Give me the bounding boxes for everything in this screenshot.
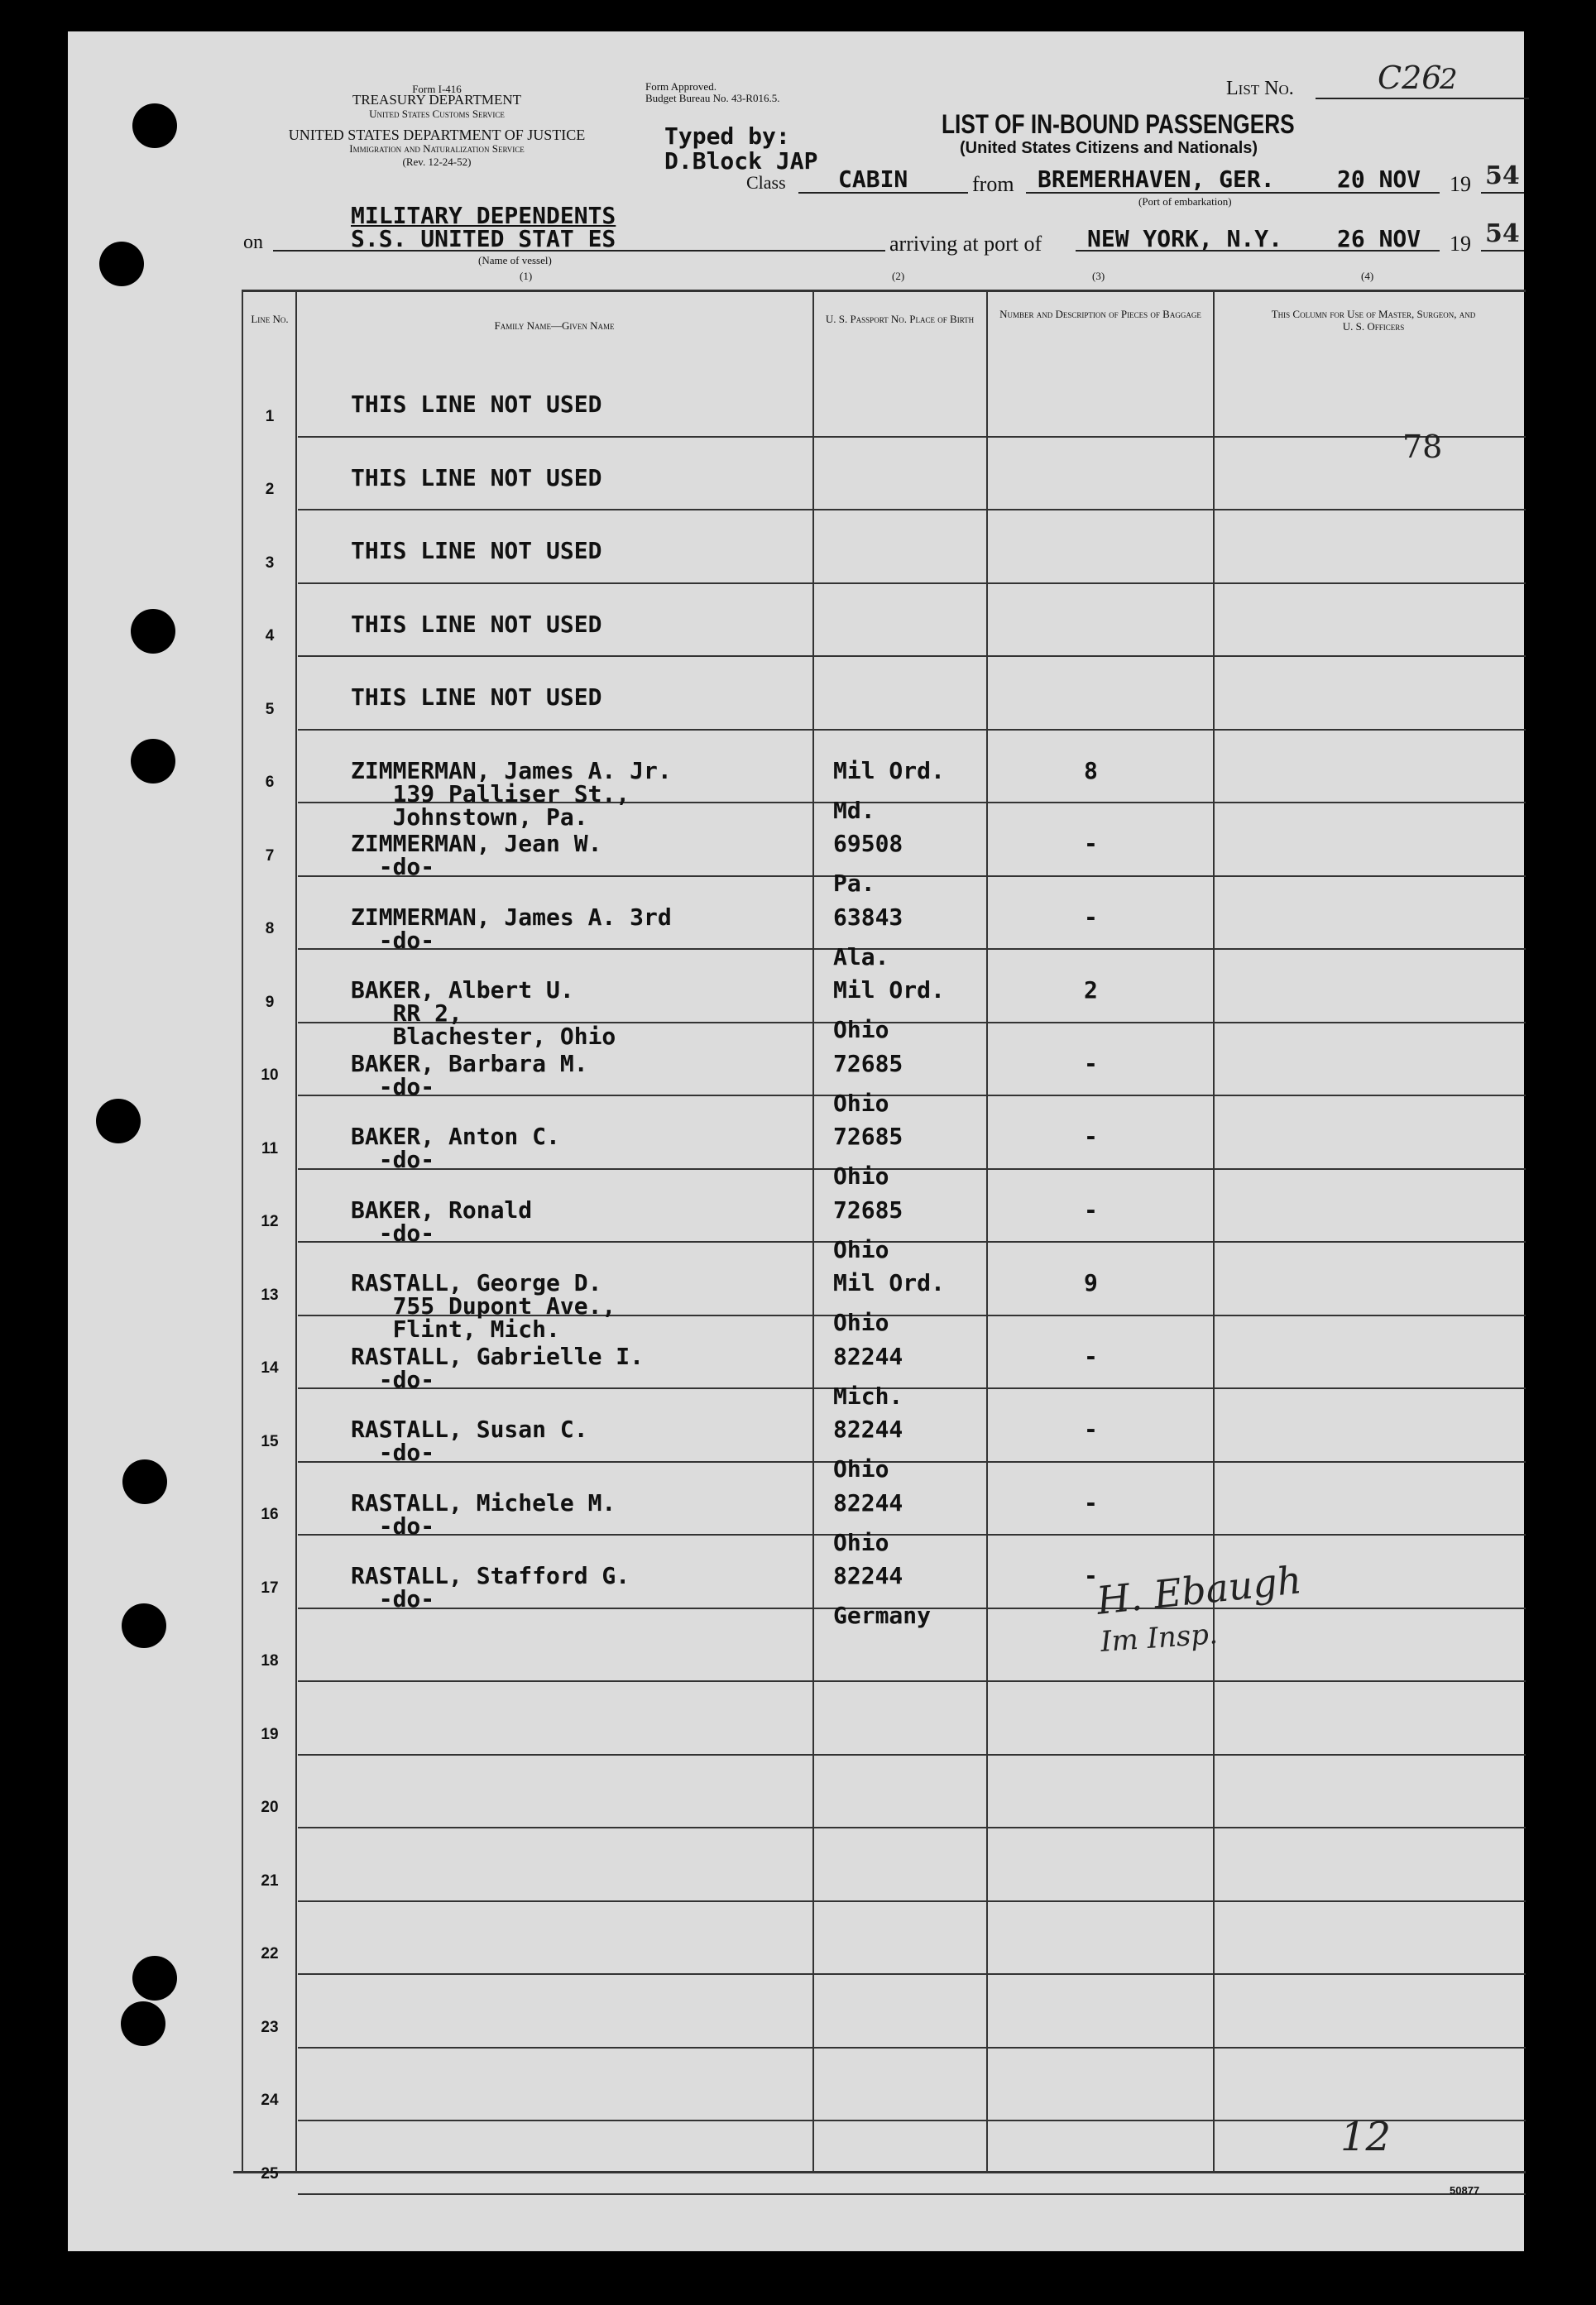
line-number: 18 bbox=[261, 1652, 279, 1670]
budget-bureau: Budget Bureau No. 43-R016.5. bbox=[645, 92, 780, 104]
row-divider bbox=[298, 1095, 1526, 1096]
passport-number: 72685 bbox=[833, 1123, 903, 1150]
line-number: 2 bbox=[265, 481, 275, 498]
row-divider bbox=[298, 2047, 1526, 2049]
col-number-2: (2) bbox=[892, 270, 905, 282]
place-of-birth: Ohio bbox=[833, 1016, 889, 1043]
list-no-value: C26 bbox=[1378, 60, 1442, 96]
class-label: Class bbox=[746, 172, 786, 193]
arriving-label: arriving at port of bbox=[889, 232, 1042, 256]
list-no-underline bbox=[1316, 98, 1529, 99]
passenger-name: THIS LINE NOT USED bbox=[351, 391, 602, 418]
place-of-birth: Ohio bbox=[833, 1528, 889, 1556]
row-divider bbox=[298, 1754, 1526, 1756]
row-divider bbox=[298, 2193, 1526, 2195]
line-number: 20 bbox=[261, 1799, 279, 1816]
passenger-name: THIS LINE NOT USED bbox=[351, 537, 602, 564]
form-approved: Form Approved. bbox=[645, 80, 717, 93]
punch-hole bbox=[121, 2001, 165, 2046]
line-number: 15 bbox=[261, 1432, 279, 1450]
address-line-1: -do- bbox=[351, 1512, 435, 1540]
baggage-count: 2 bbox=[1084, 976, 1098, 1004]
address-line-1: RR 2, bbox=[351, 999, 463, 1027]
row-divider bbox=[298, 1680, 1526, 1682]
col-number-4: (4) bbox=[1361, 270, 1374, 282]
line-number: 4 bbox=[265, 627, 275, 645]
row-divider bbox=[298, 509, 1526, 510]
customs-service: United States Customs Service bbox=[369, 108, 505, 120]
arrival-date: 26 NOV bbox=[1337, 225, 1421, 252]
address-line-1: -do- bbox=[351, 1585, 435, 1613]
passport-number: 82244 bbox=[833, 1342, 903, 1370]
passenger-name: ZIMMERMAN, James A. 3rd bbox=[351, 903, 672, 931]
table-top-border bbox=[242, 290, 1526, 292]
passenger-name: RASTALL, George D. bbox=[351, 1269, 602, 1296]
passport-number: 72685 bbox=[833, 1196, 903, 1224]
name-column-border bbox=[812, 290, 814, 2173]
passport-number: 82244 bbox=[833, 1488, 903, 1517]
document-page bbox=[68, 31, 1524, 2251]
typed-by-label: Typed by: bbox=[664, 122, 790, 150]
place-of-birth: Ohio bbox=[833, 1235, 889, 1263]
passenger-name: ZIMMERMAN, James A. Jr. bbox=[351, 756, 672, 784]
inspector-signature: H. Ebaugh bbox=[1094, 1557, 1304, 1623]
col-header-baggage: Number and Description of Pieces of Baggage bbox=[999, 308, 1201, 320]
row-divider bbox=[298, 948, 1526, 950]
line-number: 8 bbox=[265, 920, 275, 937]
baggage-count: - bbox=[1084, 1049, 1098, 1077]
passenger-name: RASTALL, Gabrielle I. bbox=[351, 1342, 645, 1370]
from-year-prefix: 19 bbox=[1450, 172, 1471, 196]
address-line-1: -do- bbox=[351, 853, 435, 880]
passenger-name: RASTALL, Michele M. bbox=[351, 1488, 616, 1517]
place-of-birth: Md. bbox=[833, 796, 875, 824]
place-of-birth: Ohio bbox=[833, 1089, 889, 1117]
row-divider bbox=[298, 1534, 1526, 1536]
passenger-name: RASTALL, Stafford G. bbox=[351, 1562, 630, 1589]
line-number: 24 bbox=[261, 2092, 279, 2109]
passport-number: 82244 bbox=[833, 1416, 903, 1443]
list-no-extra: 2 bbox=[1440, 63, 1458, 96]
baggage-column-border bbox=[1213, 290, 1215, 2173]
place-of-birth: Ohio bbox=[833, 1162, 889, 1190]
baggage-count: - bbox=[1084, 1562, 1098, 1589]
passenger-name: THIS LINE NOT USED bbox=[351, 463, 602, 491]
ins-service: Immigration and Naturalization Service bbox=[349, 142, 525, 155]
passenger-name: BAKER, Albert U. bbox=[351, 976, 574, 1004]
place-of-birth: Germany bbox=[833, 1602, 932, 1629]
punch-hole bbox=[99, 242, 144, 286]
baggage-count: 9 bbox=[1084, 1269, 1098, 1296]
baggage-count: 8 bbox=[1084, 756, 1098, 784]
line-number: 6 bbox=[265, 774, 275, 791]
from-label: from bbox=[972, 172, 1014, 196]
row-divider bbox=[298, 1973, 1526, 1975]
table-left-border bbox=[242, 290, 243, 2173]
document-subtitle: (United States Citizens and Nationals) bbox=[960, 139, 1258, 157]
group-label: MILITARY DEPENDENTS bbox=[351, 202, 616, 229]
line-number: 17 bbox=[261, 1579, 279, 1597]
col-number-1: (1) bbox=[520, 270, 533, 282]
address-line-1: -do- bbox=[351, 926, 435, 954]
arrival-year-prefix: 19 bbox=[1450, 232, 1471, 256]
address-line-1: -do- bbox=[351, 1219, 435, 1247]
address-line-1: 139 Palliser St., bbox=[351, 779, 630, 807]
arrival-year: 54 bbox=[1485, 219, 1520, 248]
passenger-name: RASTALL, Susan C. bbox=[351, 1416, 588, 1443]
address-line-1: -do- bbox=[351, 1072, 435, 1100]
address-line-2: Blachester, Ohio bbox=[351, 1023, 616, 1050]
row-divider bbox=[298, 1461, 1526, 1463]
col-header-name: Family Name—Given Name bbox=[494, 319, 615, 332]
row-divider bbox=[298, 436, 1526, 438]
col-header-officers: This Column for Use of Master, Surgeon, and U. S. Officers bbox=[1271, 308, 1476, 333]
row-divider bbox=[298, 1168, 1526, 1170]
from-year-underline bbox=[1481, 192, 1524, 194]
line-number: 14 bbox=[261, 1359, 279, 1377]
from-port: BREMERHAVEN, GER. bbox=[1038, 165, 1275, 193]
row-divider bbox=[298, 582, 1526, 584]
form-number: Form I-416 bbox=[412, 83, 462, 95]
line-number: 19 bbox=[261, 1725, 279, 1743]
baggage-count: - bbox=[1084, 1123, 1098, 1150]
line-number: 5 bbox=[265, 700, 275, 718]
vessel-note: (Name of vessel) bbox=[478, 254, 552, 266]
baggage-count: - bbox=[1084, 1488, 1098, 1517]
place-of-birth: Ohio bbox=[833, 1455, 889, 1483]
document-title: LIST OF IN-BOUND PASSENGERS bbox=[942, 109, 1295, 139]
punch-hole bbox=[96, 1099, 141, 1143]
passport-number: 63843 bbox=[833, 903, 903, 931]
passenger-name: ZIMMERMAN, Jean W. bbox=[351, 830, 602, 857]
row-divider bbox=[298, 1387, 1526, 1389]
from-date: 20 NOV bbox=[1337, 165, 1421, 193]
line-number: 21 bbox=[261, 1871, 279, 1890]
baggage-count: - bbox=[1084, 903, 1098, 931]
line-number: 10 bbox=[261, 1066, 279, 1084]
revision: (Rev. 12-24-52) bbox=[402, 156, 472, 168]
punch-hole bbox=[122, 1603, 166, 1648]
passenger-name: THIS LINE NOT USED bbox=[351, 683, 602, 711]
baggage-count: - bbox=[1084, 830, 1098, 857]
justice-dept: UNITED STATES DEPARTMENT OF JUSTICE bbox=[288, 127, 586, 143]
baggage-count: - bbox=[1084, 1416, 1098, 1443]
row-divider bbox=[298, 1900, 1526, 1902]
from-year: 54 bbox=[1485, 161, 1520, 190]
line-number: 7 bbox=[265, 846, 275, 865]
passport-number: Mil Ord. bbox=[833, 976, 945, 1004]
address-line-1: 755 Dupont Ave., bbox=[351, 1292, 616, 1320]
page-count: 12 bbox=[1340, 2114, 1392, 2160]
row-divider bbox=[298, 655, 1526, 657]
punch-hole bbox=[122, 1459, 167, 1504]
line-number: 25 bbox=[261, 2164, 279, 2183]
embarkation-note: (Port of embarkation) bbox=[1138, 195, 1232, 208]
passenger-name: THIS LINE NOT USED bbox=[351, 610, 602, 638]
arrival-port: NEW YORK, N.Y. bbox=[1087, 225, 1283, 252]
line-number: 3 bbox=[265, 553, 275, 572]
inspector-title: Im Insp. bbox=[1099, 1617, 1220, 1659]
class-value: CABIN bbox=[838, 165, 908, 193]
line-number: 11 bbox=[261, 1139, 279, 1157]
typed-by-value: D.Block JAP bbox=[664, 147, 818, 175]
col-header-line: Line No. bbox=[251, 313, 289, 325]
line-number: 13 bbox=[261, 1286, 279, 1304]
passenger-name: BAKER, Anton C. bbox=[351, 1123, 560, 1150]
passport-number: Mil Ord. bbox=[833, 1269, 945, 1296]
table-bottom-border bbox=[233, 2171, 1526, 2173]
line-column-border bbox=[295, 290, 297, 2173]
row-divider bbox=[298, 729, 1526, 731]
place-of-birth: Mich. bbox=[833, 1382, 903, 1410]
row-divider bbox=[298, 875, 1526, 877]
line-number: 9 bbox=[265, 993, 275, 1011]
row-divider bbox=[298, 1241, 1526, 1243]
list-no-label: List No. bbox=[1226, 78, 1294, 99]
vessel-name: S.S. UNITED STAT ES bbox=[351, 225, 616, 252]
place-of-birth: Ohio bbox=[833, 1309, 889, 1336]
treasury-dept: TREASURY DEPARTMENT bbox=[352, 92, 522, 108]
punch-hole bbox=[131, 609, 175, 654]
line-number: 1 bbox=[265, 407, 275, 425]
line-number: 22 bbox=[261, 1945, 279, 1962]
baggage-count: - bbox=[1084, 1342, 1098, 1370]
passenger-name: BAKER, Ronald bbox=[351, 1196, 533, 1224]
col-header-passport: U. S. Passport No. Place of Birth bbox=[825, 313, 975, 325]
margin-mark: 78 bbox=[1402, 429, 1443, 465]
passport-number: 82244 bbox=[833, 1562, 903, 1589]
row-divider bbox=[298, 1827, 1526, 1828]
passenger-name: BAKER, Barbara M. bbox=[351, 1049, 588, 1077]
passport-column-border bbox=[986, 290, 988, 2173]
place-of-birth: Pa. bbox=[833, 870, 875, 897]
punch-hole bbox=[132, 103, 177, 148]
address-line-1: -do- bbox=[351, 1439, 435, 1466]
arrival-year-underline bbox=[1481, 250, 1524, 252]
address-line-2: Flint, Mich. bbox=[351, 1315, 560, 1343]
punch-hole bbox=[132, 1956, 177, 2001]
address-line-1: -do- bbox=[351, 1365, 435, 1393]
address-line-1: -do- bbox=[351, 1146, 435, 1173]
passport-number: 72685 bbox=[833, 1049, 903, 1077]
line-number: 12 bbox=[261, 1213, 279, 1230]
on-label: on bbox=[243, 232, 263, 253]
passport-number: Mil Ord. bbox=[833, 756, 945, 784]
address-line-2: Johnstown, Pa. bbox=[351, 803, 588, 831]
footer-code: 50877 bbox=[1450, 2184, 1480, 2197]
place-of-birth: Ala. bbox=[833, 942, 889, 970]
line-number: 16 bbox=[261, 1506, 279, 1523]
punch-hole bbox=[131, 739, 175, 784]
col-number-3: (3) bbox=[1092, 270, 1105, 282]
baggage-count: - bbox=[1084, 1196, 1098, 1224]
passport-number: 69508 bbox=[833, 830, 903, 857]
line-number: 23 bbox=[261, 2018, 279, 2036]
